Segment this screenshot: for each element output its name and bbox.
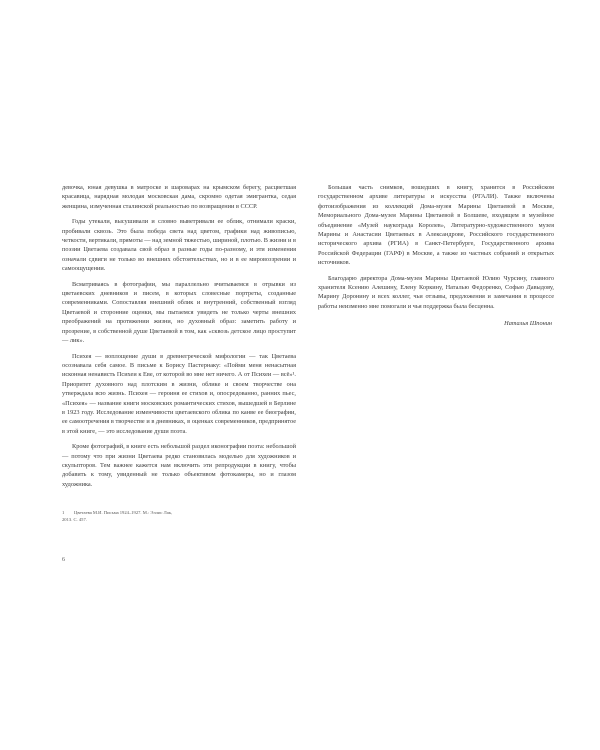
paragraph: Психея — воплощение души в древнегреческой мифологии — так Цветаева осознавала себя самое. В письме к Борису Пастернаку: «Пойми меня ненасытная исконная ненависть Психеи к Еве, от которой во мне нет ничего. А от Психеи — всё»¹. Приоритет духовного над плотским в жизни, облике и своем творчестве она утверждала всю жизнь. Психея — героиня ее стихов и, опосредованно, ранних пьес, «Психея» — название книги московских романтических стихов, вышедшей в Берлине в 1923 году. Исследование изменчивости цветаевского облика по канве ее биографии, ее самоотречения в творчестве и в дневниках, в оценках современников, предпринятое в этой книге, — это исследование души поэта.	[62, 352, 296, 435]
paragraph: девочка, юная девушка в матроске и шароварах на крымском берегу, расцветшая красавица, нарядная молодая московская дама, скромно одетая эмигрантка, седая женщина, измученная сталинской реальностью по возвращении в СССР.	[62, 184, 296, 210]
footnote	[62, 510, 182, 523]
page-number: 6	[62, 557, 65, 563]
footnote-text: Цветаева М.И. Письма 1924–1927. М.: Эллис Лак, 2013. С. 457.	[62, 510, 173, 522]
right-text-column	[318, 183, 554, 329]
paragraph: Всматриваясь в фотографии, мы параллельно вчитываемся в отрывки из цветаевских дневников и писем, в которых словесные портреты, созданные современниками. Сопоставляя внешний облик и внутренний, собственный взгляд Цветаевой и сторонние оценки, мы пытаемся увидеть не только черты внешних преображений на протяжении жизни, но духовный образ: заметить работу и прозрение, в собственной душе Цветаевой в том, как «сквозь детское лицо проступит — лик».	[62, 280, 296, 345]
left-text-column	[62, 183, 296, 495]
paragraph: Кроме фотографий, в книге есть небольшой раздел иконографии поэта: небольшой — потому что при жизни Цветаева редко становилась моделью для художников и скульпторов. Тем важнее кажется нам включить эти репродукции в книгу, чтобы добавить к тому, увиденный не только объективом фотокамеры, но и глазом художника.	[62, 443, 296, 488]
footnote-number: 1	[62, 510, 65, 515]
paragraph: Годы утекали, высушивали и словно выветривали ее облик, отнимали краски, пробивали сквозь. Это была победа света над цветом, графики над живописью, четкости, вертикали, прямоты — над земной тяжестью, шириной, плотью. В жизни и в поэзии Цветаева создавала свой образ в разные годы по-разному, и эти изменения означали сдвиги не только во внешних обстоятельствах, но и в ее мировоззрении и самоощущении.	[62, 218, 296, 273]
paragraph: Большая часть снимков, вошедших в книгу, хранится в Российском государственном архиве литературы и искусства (РГАЛИ). Также включены фотоизображения из коллекций Дома-музея Марины Цветаевой в Москве, Мемориального Дома-музея Марины Цветаевой в Болшеве, входящем в музейное объединение «Музей наукограда Королев», Литературно-художественного музея Марины и Анастасии Цветаевых в Александрове, Российского государственного исторического архива (РГИА) в Санкт-Петербурге, Государственного архива Российской Федерации (ГАРФ) в Москве, а также из частных собраний и открытых источников.	[318, 184, 554, 267]
paragraph: Благодарю директора Дома-музея Марины Цветаевой Юлию Чурсину, главного хранителя Ксению Алешину, Елену Коркину, Наталью Федоренко, Софью Давыдову, Марину Доронину и всех коллег, чьи отзывы, предложения и замечания в процессе работы неизменно мне помогали и чья поддержка была бесценна.	[318, 274, 554, 310]
author-signature: Наталья Шпонин	[504, 320, 552, 328]
